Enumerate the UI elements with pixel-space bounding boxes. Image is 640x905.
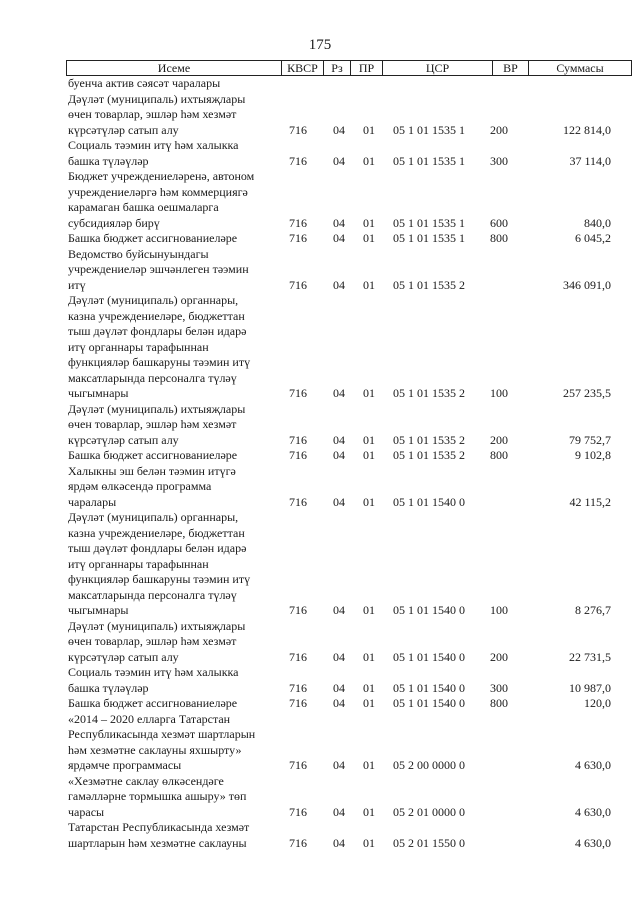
row-name-line: өчен товарлар, эшләр һәм хезмәт [68, 634, 237, 648]
cell-rz: 04 [333, 122, 345, 137]
row-name-line: Дәүләт (муниципаль) органнары, [68, 510, 239, 524]
cell-csr: 05 2 00 0000 0 [393, 758, 465, 772]
row-name [68, 247, 273, 294]
row-name-line: чарасы [68, 804, 105, 819]
row-name-line: һәм хезмәтне саклауны яхшырту» [68, 742, 242, 757]
row-name-line: функцияләр башкаруны тәэмин итү [68, 572, 251, 586]
row-name-line: Дәүләт (муниципаль) ихтыяҗлары [68, 91, 246, 106]
row-name-line: учреждениеләр эшчәнлеген тәэмин [68, 262, 249, 276]
cell-csr: 05 1 01 1540 0 [393, 603, 465, 617]
cell-sum: 8 276,7 [575, 603, 611, 617]
cell-pr: 01 [363, 122, 375, 137]
cell-csr: 05 1 01 1535 1 [393, 153, 465, 168]
row-name-line: Бюджет учреждениеләренә, автоном [68, 169, 255, 183]
cell-rz: 04 [333, 448, 345, 462]
row-name [68, 510, 273, 619]
cell-rz: 04 [333, 215, 345, 230]
cell-csr: 05 1 01 1535 1 [393, 215, 465, 230]
row-name-line: «Хезмәтне саклау өлкәсендәге [68, 773, 224, 788]
header-name: Исеме [157, 61, 191, 75]
row-name-line: башка түләүләр [68, 153, 149, 168]
row-name [68, 293, 273, 402]
cell-csr: 05 1 01 1535 2 [393, 386, 465, 400]
cell-rz: 04 [333, 386, 345, 400]
cell-pr: 01 [363, 231, 375, 245]
row-name-line: Башка бюджет ассигнованиеләре [68, 696, 238, 710]
table-row [0, 774, 640, 821]
cell-pr: 01 [363, 649, 375, 664]
cell-sum: 9 102,8 [575, 448, 611, 462]
row-name-line: ярдәмче программасы [68, 758, 182, 772]
row-name [68, 820, 273, 851]
cell-rz: 04 [333, 231, 345, 245]
row-name-line: учреждениеләргә һәм коммерциягә [68, 184, 248, 199]
header-rz: Рз [323, 61, 350, 75]
table-row [0, 293, 640, 402]
cell-csr: 05 2 01 1550 0 [393, 835, 465, 850]
cell-kvsr: 716 [289, 231, 307, 245]
cell-sum: 42 115,2 [569, 494, 611, 509]
header-csr: ЦСР [382, 61, 492, 75]
cell-kvsr: 716 [289, 696, 307, 710]
row-name-line: Башка бюджет ассигнованиеләре [68, 231, 238, 245]
table-row [0, 665, 640, 696]
table-row [0, 76, 640, 92]
cell-sum: 122 814,0 [563, 122, 611, 137]
cell-vr: 200 [490, 649, 508, 664]
cell-kvsr: 716 [289, 603, 307, 617]
row-name-line: тыш дәүләт фондлары белән идарә [68, 541, 247, 555]
cell-sum: 22 731,5 [569, 649, 611, 664]
row-name [68, 774, 273, 821]
row-name-line: башка түләүләр [68, 680, 149, 695]
row-name-line: «2014 – 2020 елларга Татарстан [68, 711, 231, 726]
cell-sum: 10 987,0 [569, 680, 611, 695]
cell-sum: 4 630,0 [575, 804, 611, 819]
table-row [0, 247, 640, 294]
row-name-line: ярдәм өлкәсендә программа [68, 479, 212, 493]
cell-sum: 120,0 [584, 696, 611, 710]
row-name-line: итү [68, 277, 86, 292]
row-name-line: Башка бюджет ассигнованиеләре [68, 448, 238, 462]
row-name-line: казна учреждениеләре, бюджеттан [68, 308, 245, 323]
cell-vr: 800 [490, 231, 508, 245]
cell-csr: 05 1 01 1540 0 [393, 494, 465, 509]
table-row [0, 448, 640, 464]
row-name [68, 665, 273, 696]
cell-pr: 01 [363, 603, 375, 617]
table-row [0, 712, 640, 774]
cell-sum: 4 630,0 [575, 835, 611, 850]
cell-kvsr: 716 [289, 448, 307, 462]
table-row [0, 820, 640, 851]
header-sum: Суммасы [528, 61, 631, 75]
cell-vr: 300 [490, 680, 508, 695]
row-name-line: итү органнары тарафыннан [68, 339, 209, 354]
cell-rz: 04 [333, 804, 345, 819]
row-name [68, 448, 273, 464]
row-name-line: Ведомство буйсынуындагы [68, 246, 209, 261]
row-name [68, 76, 273, 92]
row-name [68, 696, 273, 712]
row-name-line: Татарстан Республикасында хезмәт [68, 820, 250, 834]
cell-rz: 04 [333, 153, 345, 168]
row-name-line: итү органнары тарафыннан [68, 556, 209, 571]
table-row [0, 464, 640, 511]
row-name-line: Дәүләт (муниципаль) ихтыяҗлары [68, 618, 246, 633]
cell-sum: 79 752,7 [569, 432, 611, 447]
cell-rz: 04 [333, 277, 345, 292]
cell-csr: 05 1 01 1535 1 [393, 122, 465, 137]
cell-vr: 100 [490, 603, 508, 617]
cell-kvsr: 716 [289, 494, 307, 509]
cell-kvsr: 716 [289, 804, 307, 819]
row-name-line: Халыкны эш белән тәэмин итүгә [68, 463, 236, 478]
row-name [68, 92, 273, 139]
row-name-line: максатларында персоналга түләү [68, 370, 237, 385]
row-name-line: функцияләр башкаруны тәэмин итү [68, 355, 251, 369]
row-name-line: Социаль тәэмин итү һәм халыкка [68, 138, 239, 152]
cell-kvsr: 716 [289, 680, 307, 695]
row-name-line: күрсәтүләр сатып алу [68, 122, 179, 137]
cell-rz: 04 [333, 649, 345, 664]
row-name [68, 712, 273, 774]
cell-rz: 04 [333, 432, 345, 447]
cell-sum: 257 235,5 [563, 386, 611, 400]
table-row [0, 402, 640, 449]
cell-kvsr: 716 [289, 153, 307, 168]
cell-pr: 01 [363, 758, 375, 772]
row-name-line: күрсәтүләр сатып алу [68, 649, 179, 664]
cell-csr: 05 1 01 1540 0 [393, 696, 465, 710]
header-vr: ВР [492, 61, 528, 75]
row-name-line: шартларын һәм хезмәтне саклауны [68, 835, 247, 850]
row-name-line: чаралары [68, 494, 117, 509]
cell-csr: 05 1 01 1540 0 [393, 649, 465, 664]
cell-pr: 01 [363, 386, 375, 400]
row-name-line: субсидияләр бирү [68, 215, 160, 230]
cell-kvsr: 716 [289, 215, 307, 230]
cell-vr: 600 [490, 215, 508, 230]
row-name [68, 231, 273, 247]
row-name-line: Социаль тәэмин итү һәм халыкка [68, 665, 239, 679]
table-row [0, 138, 640, 169]
cell-rz: 04 [333, 494, 345, 509]
cell-sum: 346 091,0 [563, 277, 611, 292]
row-name-line: гамәлләрне тормышка ашыру» төп [68, 789, 247, 803]
table-row [0, 696, 640, 712]
cell-kvsr: 716 [289, 432, 307, 447]
row-name-line: Республикасында хезмәт шартларын [68, 727, 256, 741]
row-name-line: Дәүләт (муниципаль) ихтыяҗлары [68, 401, 246, 416]
row-name-line: өчен товарлар, эшләр һәм хезмәт [68, 107, 237, 121]
row-name-line: тыш дәүләт фондлары белән идарә [68, 324, 247, 338]
cell-vr: 800 [490, 696, 508, 710]
cell-pr: 01 [363, 835, 375, 850]
cell-pr: 01 [363, 494, 375, 509]
table-row [0, 92, 640, 139]
row-name-line: карамаган башка оешмаларга [68, 200, 219, 214]
table-row [0, 169, 640, 231]
cell-vr: 100 [490, 386, 508, 400]
table-header [66, 60, 632, 76]
cell-kvsr: 716 [289, 122, 307, 137]
cell-sum: 37 114,0 [569, 153, 611, 168]
row-name-line: Дәүләт (муниципаль) органнары, [68, 293, 239, 307]
table-row [0, 510, 640, 619]
cell-sum: 840,0 [584, 215, 611, 230]
cell-csr: 05 1 01 1535 2 [393, 432, 465, 447]
cell-rz: 04 [333, 835, 345, 850]
cell-pr: 01 [363, 277, 375, 292]
header-pr: ПР [350, 61, 382, 75]
row-name [68, 619, 273, 666]
row-name-line: казна учреждениеләре, бюджеттан [68, 525, 245, 540]
cell-csr: 05 1 01 1535 2 [393, 448, 465, 462]
cell-kvsr: 716 [289, 649, 307, 664]
cell-pr: 01 [363, 432, 375, 447]
cell-pr: 01 [363, 448, 375, 462]
row-name [68, 138, 273, 169]
row-name [68, 464, 273, 511]
page-number: 175 [308, 37, 332, 53]
cell-sum: 6 045,2 [575, 231, 611, 245]
cell-rz: 04 [333, 603, 345, 617]
cell-pr: 01 [363, 696, 375, 710]
cell-csr: 05 1 01 1535 2 [393, 277, 465, 292]
cell-rz: 04 [333, 758, 345, 772]
row-name-line: өчен товарлар, эшләр һәм хезмәт [68, 417, 237, 431]
row-name-line: чыгымнары [68, 386, 129, 400]
cell-csr: 05 1 01 1540 0 [393, 680, 465, 695]
header-kvsr: КВСР [281, 61, 323, 75]
cell-kvsr: 716 [289, 758, 307, 772]
table-row [0, 231, 640, 247]
cell-vr: 300 [490, 153, 508, 168]
row-name [68, 169, 273, 231]
cell-csr: 05 2 01 0000 0 [393, 804, 465, 819]
row-name-line: максатларында персоналга түләү [68, 587, 237, 602]
row-name-line: күрсәтүләр сатып алу [68, 432, 179, 447]
cell-vr: 800 [490, 448, 508, 462]
cell-pr: 01 [363, 804, 375, 819]
cell-csr: 05 1 01 1535 1 [393, 231, 465, 245]
cell-vr: 200 [490, 122, 508, 137]
cell-rz: 04 [333, 696, 345, 710]
cell-rz: 04 [333, 680, 345, 695]
cell-pr: 01 [363, 153, 375, 168]
table-body [0, 76, 640, 851]
table-row [0, 619, 640, 666]
row-name-line: буенча актив сәясәт чаралары [68, 76, 221, 90]
cell-kvsr: 716 [289, 277, 307, 292]
cell-kvsr: 716 [289, 835, 307, 850]
row-name-line: чыгымнары [68, 603, 129, 617]
cell-pr: 01 [363, 215, 375, 230]
cell-sum: 4 630,0 [575, 758, 611, 772]
cell-pr: 01 [363, 680, 375, 695]
cell-vr: 200 [490, 432, 508, 447]
row-name [68, 402, 273, 449]
cell-kvsr: 716 [289, 386, 307, 400]
